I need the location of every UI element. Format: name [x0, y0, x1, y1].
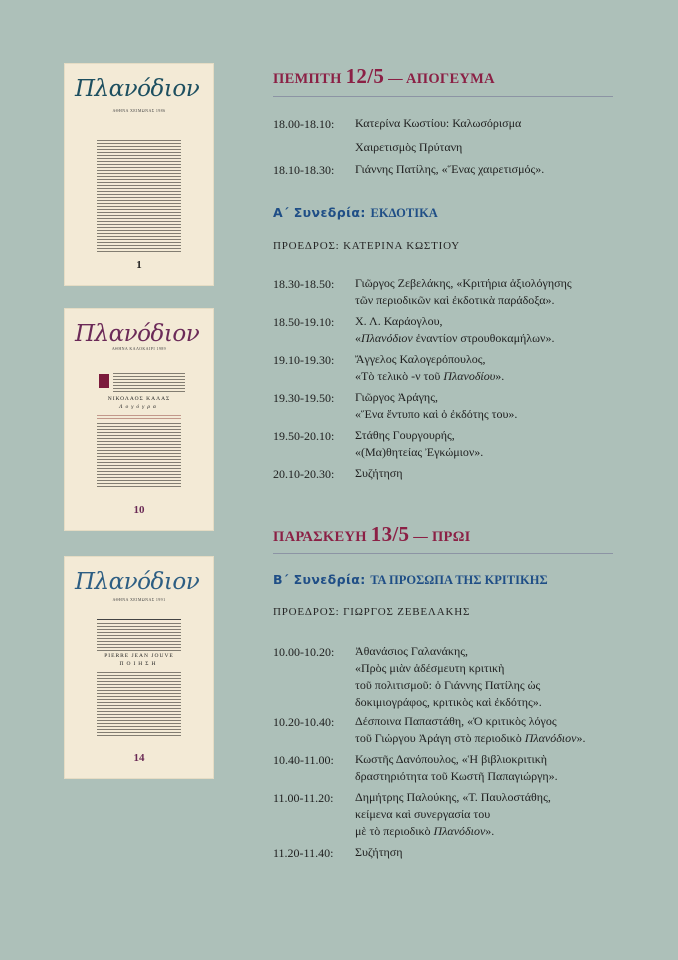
entry-line: Κωστῆς Δανόπουλος, «Ἡ βιβλιοκριτικὴ [355, 752, 548, 766]
session-label: Α΄ Συνεδρία: [273, 205, 371, 220]
entry-line: Γιάννης Πατίλης, «Ἕνας χαιρετισμός». [355, 162, 545, 176]
entry-line: Ἀθανάσιος Γαλανάκης, [355, 644, 468, 658]
entry-line: τοῦ Γιώργου Ἀράγη στὸ περιοδικὸ Πλανόδιον». [355, 731, 586, 745]
cover-issue-number: 10 [133, 504, 145, 516]
entry-line: κείμενα καὶ συνεργασία του [355, 807, 491, 821]
cover-contents-text [97, 672, 181, 736]
schedule-entry [355, 139, 620, 156]
entry-line: Δημήτρης Παλούκης, «Τ. Παυλοστάθης, [355, 790, 551, 804]
entry-line: Στάθης Γουργουρής, [355, 428, 455, 442]
session-label: Β΄ Συνεδρία: [273, 572, 371, 587]
schedule-entry [355, 789, 620, 840]
entry-line: «(Μα)θητείας Ἐγκώμιον». [355, 445, 484, 459]
schedule-time: 19.50-20.10: [273, 429, 335, 443]
schedule-time: 18.00-18.10: [273, 117, 335, 131]
entry-line: Συζήτηση [355, 845, 403, 859]
cover-title: Πλανόδιον [75, 76, 200, 102]
day2-part: — ΠΡΩΙ [409, 529, 471, 545]
day2-heading [273, 522, 471, 547]
cover-contents-text [113, 373, 185, 393]
session-a-heading [273, 205, 438, 221]
cover-issue-number: 1 [136, 259, 142, 271]
session-b-heading [273, 572, 548, 588]
day1-date: 12/5 [345, 64, 385, 88]
schedule-entry [355, 161, 620, 178]
schedule-time: 10.00-10.20: [273, 645, 335, 659]
cover-contents-text [97, 623, 181, 651]
entry-line: Ἄγγελος Καλογερόπουλος, [355, 352, 486, 366]
cover-featured-work: ΠΟΙΗΣΗ [119, 661, 159, 667]
entry-line: Γιῶργος Ἀράγης, [355, 390, 438, 404]
cover-featured-work: Λογόγρα [119, 404, 159, 410]
entry-line: Κατερίνα Κωστίου: Καλωσόρισμα [355, 116, 522, 130]
cover-title: Πλανόδιον [75, 321, 200, 347]
entry-line: «Πρὸς μιὰν ἀδέσμευτη κριτικὴ [355, 661, 505, 675]
entry-line: δραστηριότητα τοῦ Κωστῆ Παπαγιώργη». [355, 769, 558, 783]
session-title: ΤΑ ΠΡΟΣΩΠΑ ΤΗΣ ΚΡΙΤΙΚΗΣ [370, 573, 548, 587]
schedule-entry [355, 844, 620, 861]
entry-line: «Ἕνα ἔντυπο καὶ ὁ ἐκδότης του». [355, 407, 518, 421]
day1-weekday: ΠΕΜΠΤΗ [273, 71, 346, 87]
schedule-time: 18.30-18.50: [273, 277, 335, 291]
cover-title: Πλανόδιον [75, 569, 200, 595]
schedule-entry [355, 275, 620, 309]
day2-weekday: ΠΑΡΑΣΚΕΥΗ [273, 529, 371, 545]
cover-featured-author: ΝΙΚΟΛΑΟΣ ΚΑΛΑΣ [107, 396, 171, 402]
entry-line: Δέσποινα Παπαστάθη, «Ὁ κριτικὸς λόγος [355, 714, 557, 728]
day2-rule [273, 553, 613, 554]
schedule-time: 19.10-19.30: [273, 353, 335, 367]
cover-contents-text [97, 140, 181, 252]
schedule-time: 20.10-20.30: [273, 467, 335, 481]
entry-line: Συζήτηση [355, 466, 403, 480]
session-a-chair: ΠΡΟΕΔΡΟΣ: ΚΑΤΕΡΙΝΑ ΚΩΣΤΙΟΥ [273, 240, 461, 252]
schedule-entry [355, 713, 620, 747]
cover-subtitle: ΑΘΗΝΑ ΧΕΙΜΩΝΑΣ 1991 [112, 597, 166, 602]
schedule-entry [355, 313, 620, 347]
cover-subtitle: ΑΘΗΝΑ ΚΑΛΟΚΑΙΡΙ 1989 [111, 346, 167, 351]
day1-rule [273, 96, 613, 97]
cover-subtitle: ΑΘΗΝΑ ΧΕΙΜΩΝΑΣ 1986 [112, 108, 166, 113]
cover-issue-number: 14 [133, 752, 145, 764]
cover-initial-square [99, 374, 109, 388]
magazine-cover-issue-14 [65, 557, 213, 778]
schedule-entry [355, 115, 620, 132]
schedule-time: 18.10-18.30: [273, 163, 335, 177]
schedule-entry [355, 751, 620, 785]
entry-line: «Τὸ τελικὸ -ν τοῦ Πλανοδίου». [355, 369, 505, 383]
schedule-time: 10.40-11.00: [273, 753, 334, 767]
schedule-time: 11.20-11.40: [273, 846, 334, 860]
schedule-entry [355, 465, 620, 482]
entry-line: Χαιρετισμὸς Πρύτανη [355, 140, 463, 154]
entry-line: τῶν περιοδικῶν καὶ ἐκδοτικὰ παράδοξα». [355, 293, 555, 307]
magazine-cover-issue-1 [65, 64, 213, 285]
entry-line: Γιῶργος Ζεβελάκης, «Κριτήρια ἀξιολόγησης [355, 276, 572, 290]
magazine-cover-issue-10 [65, 309, 213, 530]
entry-line: Χ. Λ. Καράογλου, [355, 314, 443, 328]
session-title: ΕΚΔΟΤΙΚΑ [370, 206, 438, 220]
day1-part: — ΑΠΟΓΕΥΜΑ [384, 71, 495, 87]
entry-line: «Πλανόδιον ἐναντίον στρουθοκαμήλων». [355, 331, 555, 345]
entry-line: τοῦ πολιτισμοῦ: ὁ Γιάννης Πατίλης ὡς [355, 678, 541, 692]
schedule-time: 10.20-10.40: [273, 715, 335, 729]
cover-divider-text [97, 415, 181, 419]
schedule-entry [355, 351, 620, 385]
schedule-time: 11.00-11.20: [273, 791, 334, 805]
entry-line: μὲ τὸ περιοδικὸ Πλανόδιον». [355, 824, 495, 838]
cover-featured-author: PIERRE JEAN JOUVE [104, 653, 174, 659]
schedule-entry [355, 643, 620, 711]
schedule-entry [355, 389, 620, 423]
day1-heading [273, 64, 495, 89]
schedule-time: 19.30-19.50: [273, 391, 335, 405]
entry-line: δοκιμιογράφος, κριτικὸς καὶ ἐκδότης». [355, 695, 542, 709]
session-b-chair: ΠΡΟΕΔΡΟΣ: ΓΙΩΡΓΟΣ ΖΕΒΕΛΑΚΗΣ [273, 606, 471, 618]
schedule-entry [355, 427, 620, 461]
cover-contents-text [97, 423, 181, 489]
schedule-time: 18.50-19.10: [273, 315, 335, 329]
day2-date: 13/5 [370, 522, 410, 546]
cover-rule [97, 619, 181, 620]
